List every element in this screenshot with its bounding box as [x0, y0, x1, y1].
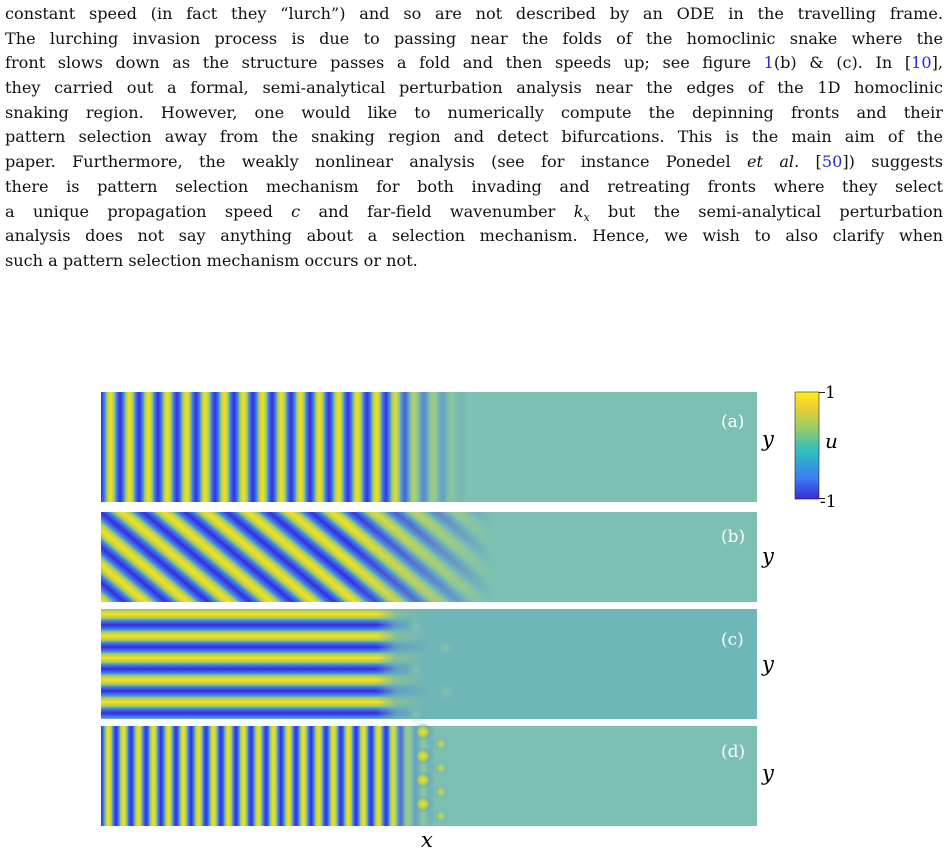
text-line: snaking region. However, one would like to numerically compute the depinning fronts and their [5, 102, 943, 122]
colorbar-min-label: -1 [820, 492, 837, 512]
panel-c-label: (c) [721, 630, 744, 650]
panel-b-label: (b) [721, 527, 746, 547]
italic-text: k [573, 201, 584, 221]
panel-c [101, 609, 757, 725]
text-line: paper. Furthermore, the weakly nonlinear analysis (see for instance Ponedel et al. [50]) suggests [5, 152, 943, 172]
text-line: front slows down as the structure passes a fold and then speeds up; see figure 1(b) & (c). In [10], [5, 53, 943, 73]
italic-text: et al. [746, 152, 800, 172]
panel-d [101, 723, 757, 826]
panel-a-y-axis-label: y [762, 427, 774, 451]
text-line: pattern selection away from the snaking region and detect bifurcations. This is the main aim of the [5, 127, 943, 147]
citation-link[interactable]: 10 [911, 53, 932, 73]
panel-d-y-axis-label: y [762, 761, 774, 785]
citation-link[interactable]: 50 [821, 152, 843, 172]
text-line: The lurching invasion process is due to passing near the folds of the homoclinic snake where the [5, 28, 943, 48]
panel-b [101, 512, 757, 602]
colorbar-max-label: 1 [825, 383, 836, 403]
x-axis-label: x [421, 828, 433, 852]
colorbar-variable-label: u [825, 429, 838, 453]
panel-d-label: (d) [721, 742, 746, 762]
text-line: analysis does not say anything about a selection mechanism. Hence, we wish to also clarify when [5, 226, 943, 246]
panel-a-label: (a) [721, 412, 745, 432]
text-line: constant speed (in fact they “lurch”) and so are not described by an ODE in the travelling frame. [5, 4, 943, 23]
text-line: such a pattern selection mechanism occurs or not. [5, 250, 418, 270]
panel-a [101, 392, 757, 502]
panel-b-y-axis-label: y [762, 544, 774, 568]
text-line: there is pattern selection mechanism for both invading and retreating fronts where they select [5, 176, 943, 196]
panel-c-y-axis-label: y [762, 652, 774, 676]
colorbar [795, 383, 838, 512]
text-line: a unique propagation speed c and far-field wavenumber $k_x$ but the semi-analytical perturbation [5, 201, 944, 224]
citation-link[interactable]: 1 [763, 53, 774, 73]
italic-text: c [291, 201, 301, 221]
subscript-text: x [583, 210, 590, 224]
text-line: they carried out a formal, semi-analytical perturbation analysis near the edges of the 1D homoclinic [5, 78, 943, 98]
